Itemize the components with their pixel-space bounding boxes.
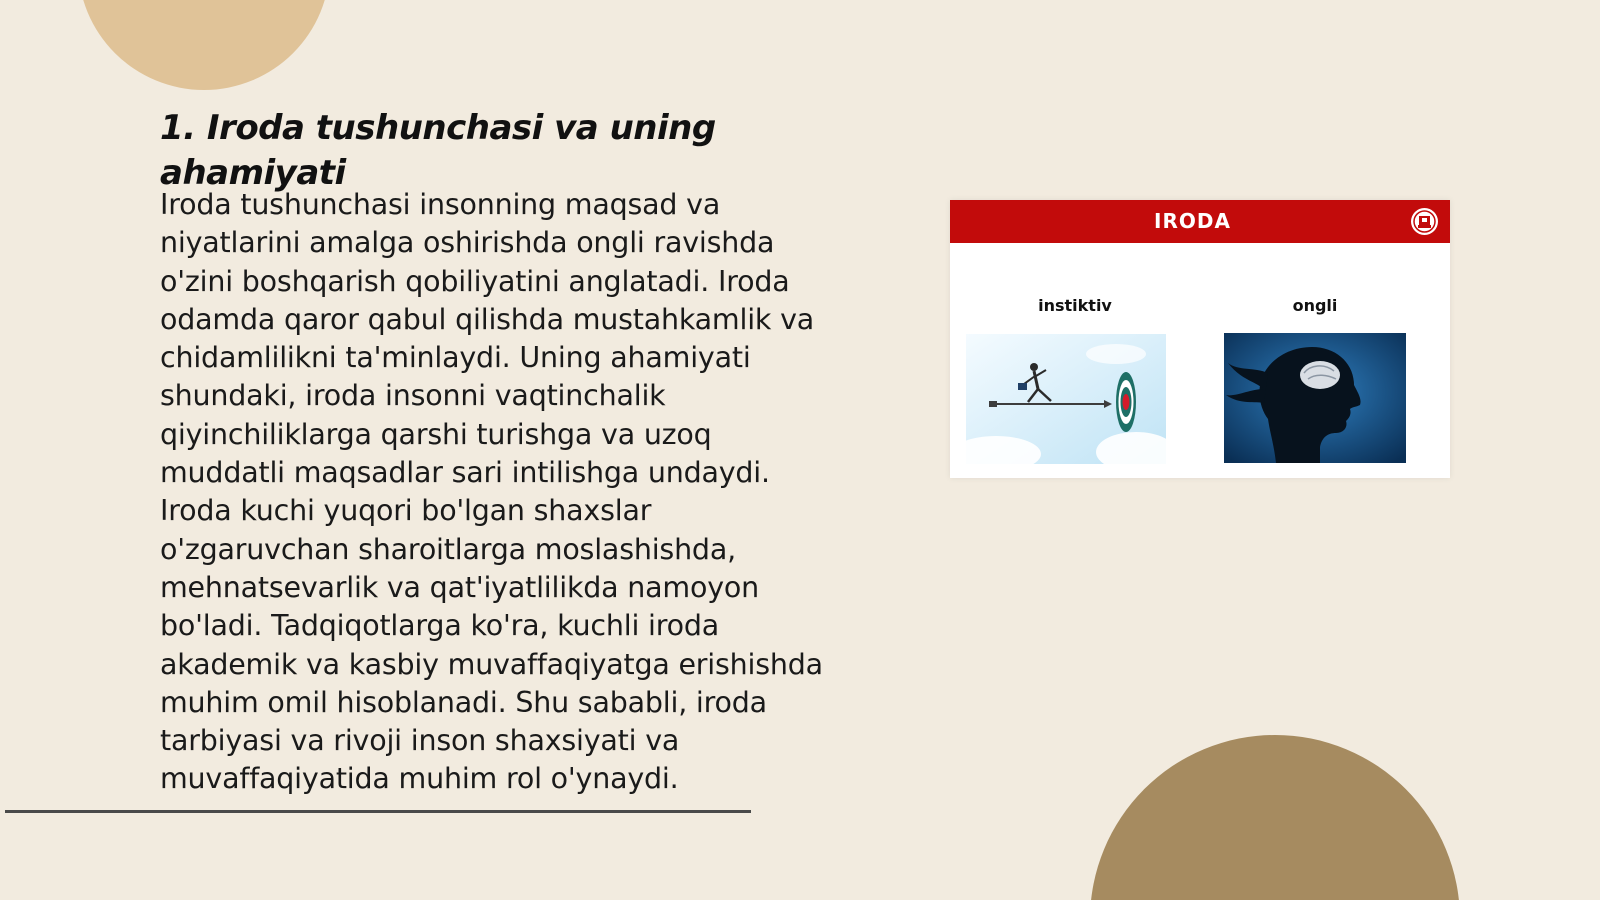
slide-body-text: Iroda tushunchasi insonning maqsad va niyatlarini amalga oshirishda ongli ravishda o'zini boshqarish qobiliyatini anglatadi. Iroda odamda qaror qabul qilishda mustahkamlik va chidamlilikni ta'minlaydi. Uning ahamiyati shundaki, iroda insonni vaqtinchalik qiyinchiliklarga qarshi turishga va uzoq muddatli maqsadlar sari intilishga undaydi. Iroda kuchi yuqori bo'lgan shaxslar o'zgaruvchan sharoitlarga moslashishda, mehnatsevarlik va qat'iyatlilikda namoyon bo'ladi. Tadqiqotlarga ko'ra, kuchli iroda akademik va kasbiy muvaffaqiyatga erishishda muhim omil hisoblanadi. Shu sababli, iroda tarbiyasi va rivoji inson shaxsiyati va muvaffaqiyatida muhim rol o'ynaydi. <box>160 188 823 796</box>
iroda-figure <box>950 200 1450 478</box>
figure-header-title: IRODA <box>1154 209 1231 233</box>
brain-silhouette-image <box>1224 333 1406 463</box>
figure-header-bar <box>950 200 1450 243</box>
label-conscious: ongli <box>1292 296 1338 315</box>
businessman-target-image <box>966 334 1166 464</box>
decorative-circle-top <box>78 0 330 90</box>
divider-line <box>5 810 751 813</box>
label-instinctive: instiktiv <box>1038 296 1112 315</box>
slide-title: 1. Iroda tushunchasi va uning ahamiyati <box>160 108 716 193</box>
emblem-icon <box>1410 207 1439 236</box>
decorative-circle-bottom <box>1090 735 1460 900</box>
